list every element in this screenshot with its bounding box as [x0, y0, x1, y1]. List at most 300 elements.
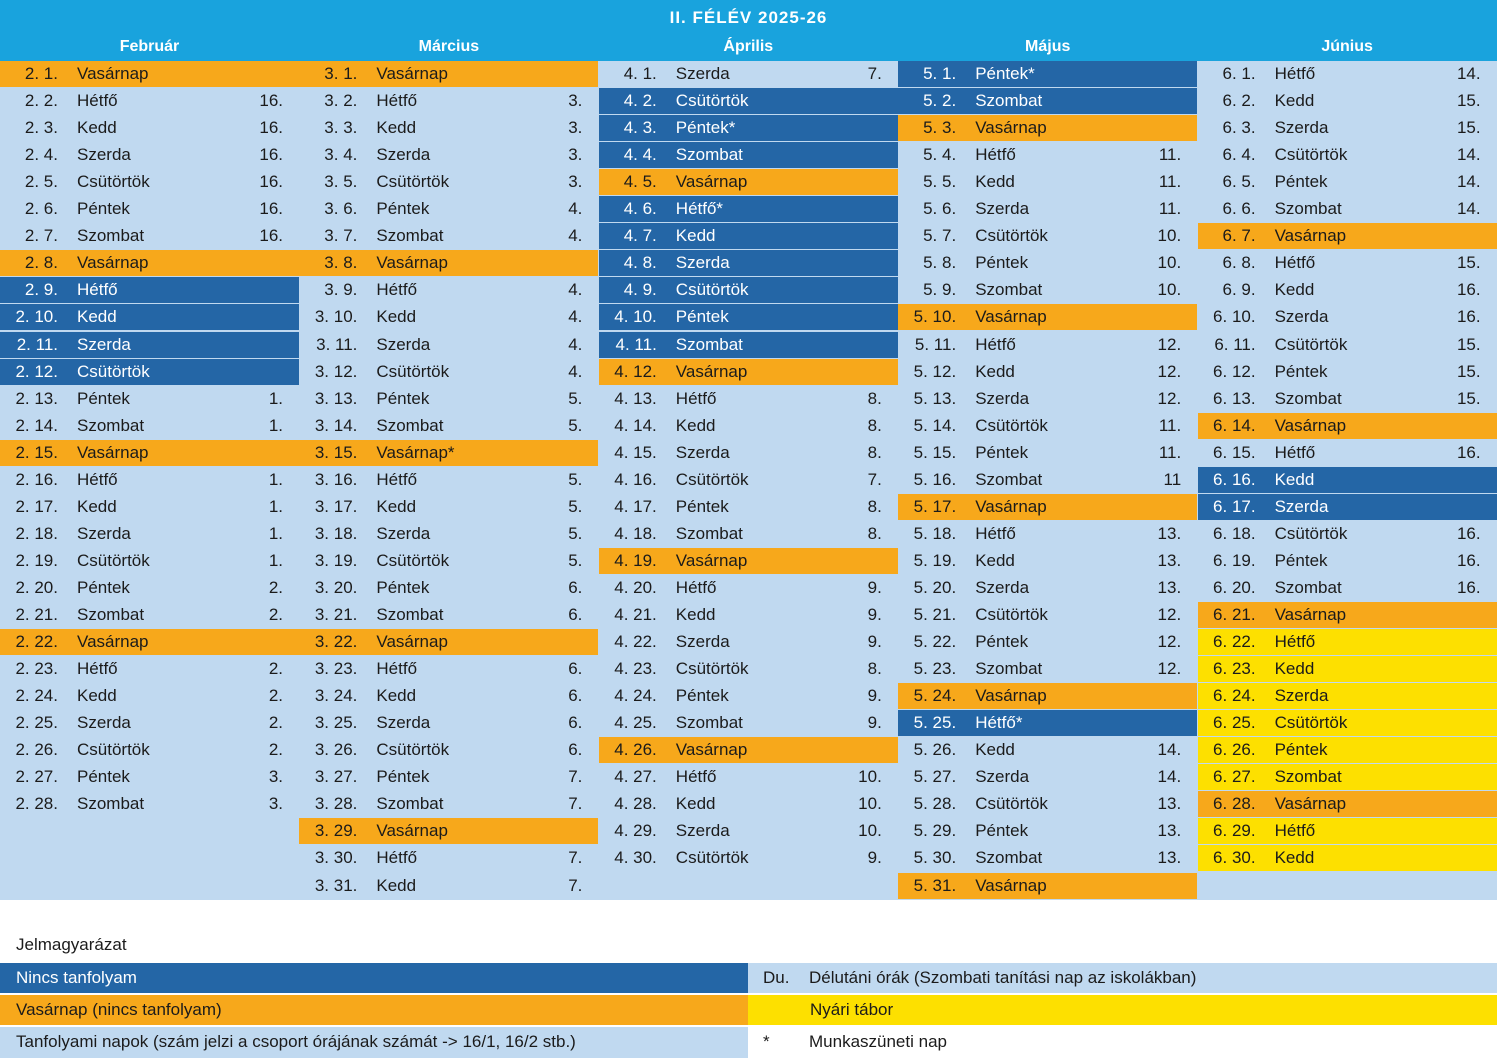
day-date: 6. 15. [1213, 442, 1256, 462]
day-lesson: 4. [568, 307, 583, 327]
day-row [599, 413, 898, 439]
day-lesson: 16. [1456, 442, 1481, 462]
day-date: 2. 13. [15, 388, 58, 408]
day-day: Vasárnap [975, 496, 1047, 516]
day-date: 4. 29. [614, 821, 657, 841]
day-date: 2. 21. [15, 605, 58, 624]
day-row [0, 88, 299, 114]
day-date: 3. 11. [316, 334, 358, 354]
day-day: Hétfő [77, 469, 118, 489]
day-lesson: 4. [568, 226, 583, 246]
day-day: Vasárnap [975, 686, 1047, 706]
day-row [0, 575, 299, 601]
day-date: 3. 10. [314, 307, 358, 327]
day-row [599, 818, 898, 844]
day-date: 6. 5. [1222, 172, 1256, 192]
page-title: II. FÉLÉV 2025-26 [669, 8, 828, 27]
day-row [299, 683, 598, 709]
day-lesson: 8. [867, 523, 882, 543]
day-day: Hétfő [975, 523, 1016, 543]
day-row [1198, 115, 1497, 141]
day-row [898, 196, 1197, 222]
day-row [599, 656, 898, 682]
day-day: Kedd [975, 550, 1015, 570]
day-date: 2. 4. [24, 145, 58, 165]
day-row [599, 521, 898, 547]
day-day: Csütörtök [675, 91, 749, 111]
day-day: Vasárnap [1274, 415, 1347, 435]
day-row [0, 710, 299, 736]
day-date: 6. 14. [1213, 415, 1256, 435]
day-row [299, 710, 598, 736]
day-date: 6. 10. [1213, 307, 1256, 327]
day-date: 3. 23. [314, 659, 358, 679]
day-lesson: 12. [1157, 659, 1182, 679]
day-day: Hétfő [675, 767, 717, 787]
day-date: 6. 27. [1213, 767, 1256, 787]
day-row [599, 304, 898, 330]
day-lesson: 3. [568, 91, 583, 111]
day-day: Szerda [77, 145, 131, 165]
day-day: Szerda [77, 523, 131, 543]
day-lesson: 12. [1157, 605, 1182, 624]
day-lesson: 9. [867, 632, 882, 652]
day-row [1198, 359, 1497, 385]
day-row [0, 440, 299, 466]
day-lesson: 13. [1157, 848, 1182, 868]
day-lesson: 2. [268, 740, 283, 760]
day-lesson: 13. [1157, 821, 1182, 841]
day-date: 5. 3. [923, 118, 957, 138]
day-day: Péntek* [675, 118, 736, 138]
day-row [299, 602, 598, 628]
day-date: 4. 23. [614, 659, 657, 679]
day-row [299, 88, 598, 114]
day-date: 6. 23. [1213, 659, 1256, 679]
day-day: Szombat [376, 605, 444, 624]
day-lesson: 6. [568, 605, 583, 624]
month-header-4: Június [1321, 38, 1373, 55]
day-row [898, 304, 1197, 330]
day-date: 2. 24. [15, 686, 58, 706]
day-row [299, 467, 598, 493]
day-date: 4. 22. [614, 632, 657, 652]
day-lesson: 16. [1456, 550, 1481, 570]
day-date: 3. 13. [314, 388, 358, 408]
day-row [599, 359, 898, 385]
day-lesson: 12. [1157, 388, 1182, 408]
day-row [0, 386, 299, 412]
day-row [1198, 61, 1497, 87]
day-date: 6. 28. [1213, 794, 1256, 814]
day-row [0, 332, 299, 358]
legend-camp-label: Nyári tábor [810, 1000, 894, 1019]
day-date: 3. 25. [314, 713, 358, 733]
day-date: 5. 12. [913, 361, 957, 381]
day-day: Vasárnap [376, 64, 448, 83]
legend-no-course-label: Nincs tanfolyam [16, 968, 137, 987]
day-date: 5. 30. [913, 848, 957, 868]
day-date: 3. 3. [324, 118, 358, 138]
day-date: 2. 17. [15, 496, 58, 516]
day-date: 3. 7. [324, 226, 358, 246]
day-lesson: 16. [259, 145, 283, 165]
day-day: Péntek [975, 253, 1029, 273]
day-date: 5. 1. [923, 64, 957, 83]
day-day: Szerda [675, 632, 730, 652]
day-lesson: 2. [268, 659, 283, 679]
day-date: 5. 7. [923, 226, 957, 246]
day-row [299, 629, 598, 655]
day-row [1198, 88, 1497, 114]
day-day: Vasárnap [1274, 794, 1347, 814]
day-day: Hétfő [1274, 821, 1316, 841]
day-date: 5. 28. [913, 794, 957, 814]
day-day: Szombat [975, 91, 1043, 111]
day-row [898, 602, 1197, 628]
day-lesson: 16. [259, 118, 283, 138]
day-date: 3. 18. [314, 523, 358, 543]
day-day: Hétfő [77, 659, 118, 679]
day-row [299, 656, 598, 682]
day-row [299, 277, 598, 303]
day-day: Péntek [376, 199, 430, 219]
day-lesson: 16. [259, 199, 283, 219]
day-day: Vasárnap [975, 307, 1047, 327]
day-row [0, 359, 299, 385]
day-date: 2. 16. [15, 469, 58, 489]
day-lesson: 9. [867, 848, 882, 868]
day-lesson: 5. [568, 523, 583, 543]
day-lesson: 8. [867, 388, 882, 408]
day-lesson: 13. [1157, 577, 1182, 597]
day-date: 3. 30. [314, 848, 358, 868]
day-row [1198, 845, 1497, 871]
day-day: Szombat [675, 334, 743, 354]
day-date: 4. 3. [623, 118, 657, 138]
day-lesson: 16. [1456, 280, 1481, 300]
legend-no-course [0, 963, 748, 993]
day-day: Csütörtök [77, 172, 150, 192]
day-row [898, 88, 1197, 114]
day-lesson: 6. [568, 577, 583, 597]
day-lesson: 10. [858, 767, 882, 787]
day-day: Szombat [1274, 577, 1342, 597]
day-lesson: 5. [568, 415, 583, 435]
day-lesson: 16. [1456, 523, 1481, 543]
day-lesson: 6. [568, 740, 583, 760]
day-date: 6. 13. [1213, 388, 1256, 408]
day-row [0, 413, 299, 439]
day-row [1198, 494, 1497, 520]
day-day: Csütörtök [975, 415, 1048, 435]
day-date: 6. 25. [1213, 713, 1256, 733]
day-row [898, 277, 1197, 303]
day-day: Péntek [975, 442, 1029, 462]
day-row [599, 683, 898, 709]
day-row [599, 61, 898, 87]
legend-course-days-label: Tanfolyami napok (szám jelzi a csoport órájának számát -> 16/1, 16/2 stb.) [16, 1032, 576, 1051]
day-date: 4. 11. [615, 334, 657, 354]
day-row [898, 629, 1197, 655]
day-day: Hétfő [675, 577, 717, 597]
day-row [299, 548, 598, 574]
day-date: 4. 27. [614, 767, 657, 787]
day-lesson: 11. [1158, 145, 1182, 165]
day-day: Hétfő [376, 91, 418, 111]
day-day: Kedd [1274, 280, 1315, 300]
day-day: Hétfő [376, 659, 418, 679]
day-day: Szerda [1274, 118, 1329, 138]
day-lesson: 1. [268, 523, 283, 543]
day-date: 3. 5. [324, 172, 358, 192]
day-date: 6. 17. [1213, 496, 1256, 516]
day-row [898, 223, 1197, 249]
day-day: Szombat [376, 415, 444, 435]
day-lesson: 5. [568, 469, 583, 489]
day-row [299, 873, 598, 899]
day-lesson: 7. [568, 848, 583, 868]
day-day: Péntek [675, 307, 729, 327]
day-day: Szerda [675, 821, 730, 841]
day-row [599, 629, 898, 655]
day-row [599, 548, 898, 574]
day-row [599, 223, 898, 249]
day-day: Hétfő [975, 334, 1016, 354]
day-day: Szerda [975, 577, 1030, 597]
day-row [0, 142, 299, 168]
day-day: Szombat [975, 280, 1043, 300]
day-date: 2. 9. [24, 280, 58, 300]
day-day: Szombat [675, 713, 743, 733]
day-row [1198, 196, 1497, 222]
day-lesson: 10. [1157, 253, 1182, 273]
day-date: 3. 15. [314, 442, 358, 462]
day-date: 3. 22. [314, 632, 358, 652]
day-date: 4. 12. [614, 361, 657, 381]
day-row [898, 873, 1197, 899]
day-day: Kedd [77, 118, 117, 138]
day-row [1198, 737, 1497, 763]
day-row [1198, 142, 1497, 168]
legend-holiday [748, 1027, 1497, 1058]
day-day: Szerda [77, 713, 131, 733]
day-day: Szombat [1274, 388, 1342, 408]
day-row [898, 683, 1197, 709]
day-row [898, 142, 1197, 168]
day-lesson: 8. [867, 415, 882, 435]
day-lesson: 1. [268, 388, 283, 408]
day-date: 2. 22. [15, 632, 58, 652]
day-date: 5. 29. [913, 821, 957, 841]
day-date: 6. 20. [1213, 577, 1256, 597]
day-date: 3. 17. [314, 496, 358, 516]
day-row [599, 791, 898, 817]
day-day: Hétfő [675, 388, 717, 408]
day-row [599, 386, 898, 412]
day-day: Szombat [1274, 199, 1342, 219]
day-date: 6. 21. [1213, 605, 1256, 624]
day-date: 2. 2. [24, 91, 58, 111]
day-lesson: 15. [1456, 361, 1481, 381]
day-lesson: 10. [858, 794, 882, 814]
day-date: 6. 2. [1222, 91, 1256, 111]
day-lesson: 11. [1158, 199, 1182, 219]
day-day: Csütörtök [675, 848, 749, 868]
day-day: Péntek [975, 632, 1029, 652]
day-row [898, 332, 1197, 358]
day-row [299, 359, 598, 385]
day-lesson: 12. [1157, 361, 1182, 381]
day-row [0, 791, 299, 817]
day-day: Hétfő* [975, 713, 1023, 733]
day-row [1198, 386, 1497, 412]
day-date: 3. 2. [324, 91, 358, 111]
day-day: Vasárnap [77, 442, 149, 462]
day-row [1198, 710, 1497, 736]
day-lesson: 2. [268, 577, 283, 597]
day-date: 3. 9. [324, 280, 358, 300]
day-date: 3. 19. [314, 550, 358, 570]
day-lesson: 8. [867, 496, 882, 516]
day-day: Csütörtök [77, 740, 150, 760]
day-lesson: 14. [1456, 145, 1481, 165]
day-lesson: 16. [1456, 577, 1481, 597]
day-day: Szombat [77, 226, 145, 246]
day-row [1198, 413, 1497, 439]
day-day: Péntek [1274, 740, 1328, 760]
day-day: Vasárnap [1274, 226, 1347, 246]
day-row [299, 386, 598, 412]
day-row [0, 494, 299, 520]
day-date: 4. 18. [614, 523, 657, 543]
day-date: 2. 20. [15, 577, 58, 597]
day-lesson: 2. [268, 713, 283, 733]
day-lesson: 16. [259, 226, 283, 246]
day-row [599, 764, 898, 790]
day-date: 6. 24. [1213, 686, 1256, 706]
day-date: 4. 16. [614, 469, 657, 489]
day-day: Szerda [1274, 307, 1329, 327]
day-date: 5. 26. [913, 740, 957, 760]
legend-sunday [0, 995, 748, 1025]
day-day: Csütörtök [1274, 713, 1348, 733]
day-day: Hétfő [77, 91, 118, 111]
day-lesson: 1. [268, 415, 283, 435]
day-date: 3. 1. [324, 64, 358, 83]
day-lesson: 11. [1158, 172, 1182, 192]
day-date: 6. 18. [1213, 523, 1256, 543]
day-day: Szerda [77, 334, 131, 354]
day-day: Hétfő [1274, 442, 1316, 462]
day-day: Vasárnap [675, 550, 748, 570]
day-day: Csütörtök [975, 605, 1048, 624]
day-day: Szerda [675, 253, 730, 273]
day-date: 3. 16. [314, 469, 358, 489]
day-lesson: 6. [568, 713, 583, 733]
day-day: Kedd [975, 172, 1015, 192]
day-day: Kedd [77, 496, 117, 516]
day-date: 6. 26. [1213, 740, 1256, 760]
day-row [898, 845, 1197, 871]
day-date: 3. 26. [314, 740, 358, 760]
day-day: Kedd [975, 361, 1015, 381]
day-row [299, 142, 598, 168]
day-row [299, 223, 598, 249]
day-date: 5. 18. [913, 523, 957, 543]
day-date: 3. 21. [314, 605, 358, 624]
day-lesson: 9. [867, 686, 882, 706]
day-lesson: 4. [568, 280, 583, 300]
day-day: Szombat [77, 794, 145, 814]
header-bar [0, 0, 1497, 61]
day-row [898, 386, 1197, 412]
day-date: 2. 10. [15, 307, 58, 327]
day-date: 5. 25. [913, 713, 957, 733]
day-date: 2. 19. [15, 550, 58, 570]
day-row [299, 494, 598, 520]
day-date: 2. 11. [16, 334, 58, 354]
day-day: Vasárnap [77, 253, 149, 273]
day-date: 6. 8. [1222, 253, 1256, 273]
day-day: Kedd [77, 307, 117, 327]
day-row [898, 413, 1197, 439]
day-lesson: 7. [568, 794, 583, 814]
day-lesson: 3. [568, 172, 583, 192]
day-row [0, 548, 299, 574]
day-lesson: 15. [1456, 334, 1481, 354]
day-date: 3. 8. [324, 253, 358, 273]
day-lesson: 7. [867, 64, 882, 83]
day-row [1198, 304, 1497, 330]
day-day: Péntek [77, 577, 130, 597]
day-date: 6. 9. [1222, 280, 1256, 300]
day-date: 5. 11. [914, 334, 957, 354]
day-lesson: 9. [867, 713, 882, 733]
day-day: Vasárnap [975, 875, 1047, 895]
day-row [1198, 548, 1497, 574]
day-day: Hétfő [376, 469, 418, 489]
day-row [299, 250, 598, 276]
day-row [299, 791, 598, 817]
day-day: Vasárnap [675, 740, 748, 760]
day-date: 2. 12. [15, 361, 58, 381]
day-row [599, 845, 898, 871]
day-date: 4. 1. [623, 64, 657, 83]
day-date: 5. 9. [923, 280, 957, 300]
day-date: 4. 7. [623, 226, 657, 246]
day-row [299, 304, 598, 330]
day-lesson: 1. [268, 496, 283, 516]
day-date: 3. 29. [314, 821, 358, 841]
day-date: 3. 12. [314, 361, 358, 381]
day-date: 4. 14. [614, 415, 657, 435]
day-day: Szerda [1274, 686, 1329, 706]
day-date: 3. 20. [314, 577, 358, 597]
legend-afternoon-label: Délutáni órák (Szombati tanítási nap az iskolákban) [809, 968, 1197, 987]
day-day: Szombat [376, 226, 444, 246]
day-row [299, 818, 598, 844]
day-lesson: 13. [1157, 550, 1182, 570]
day-date: 4. 30. [614, 848, 657, 868]
day-day: Péntek [77, 199, 130, 219]
day-day: Csütörtök [975, 226, 1048, 246]
day-date: 5. 21. [913, 605, 957, 624]
day-row [0, 467, 299, 493]
day-date: 5. 14. [913, 415, 957, 435]
legend-holiday-key: * [763, 1032, 770, 1051]
day-row [898, 791, 1197, 817]
